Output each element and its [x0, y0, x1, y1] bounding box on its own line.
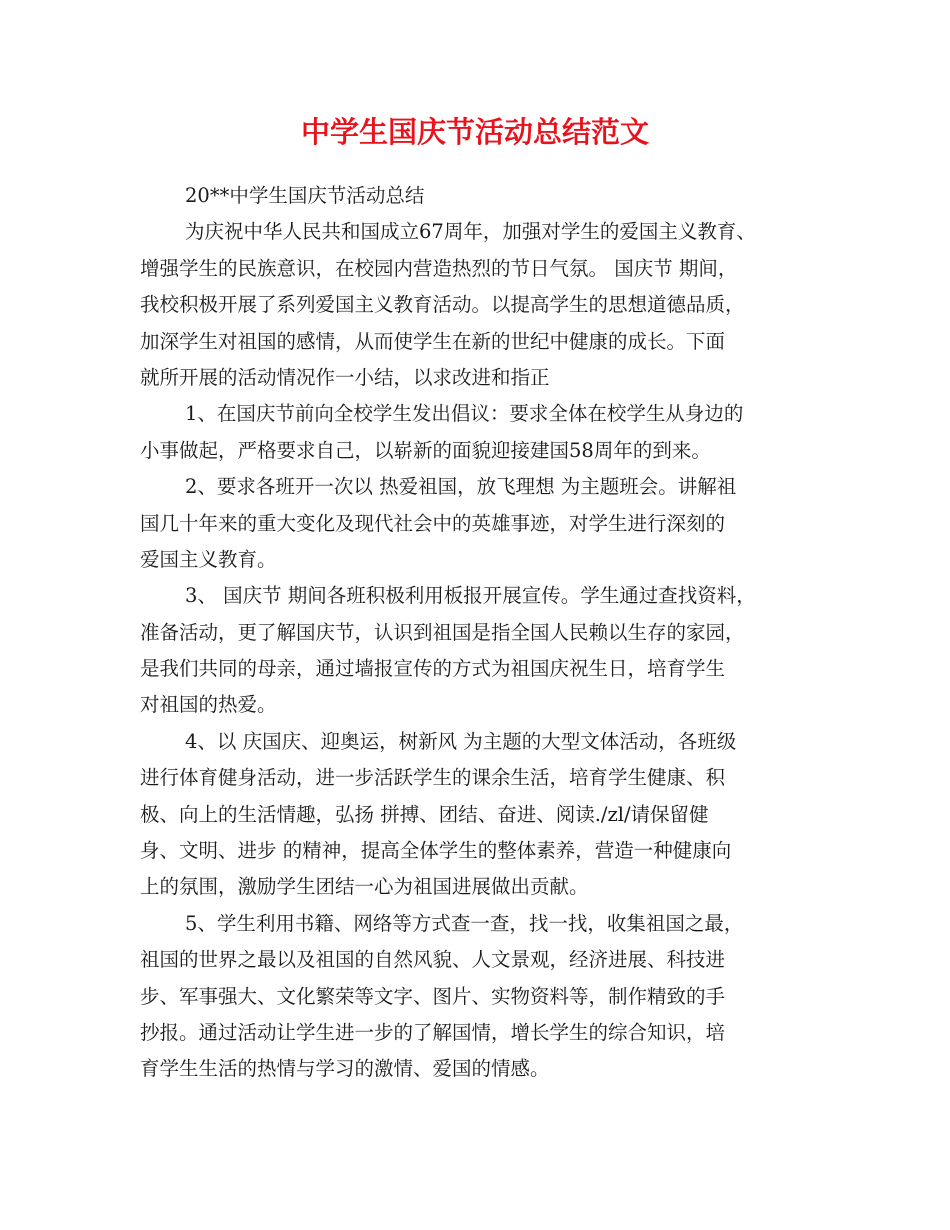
- paragraph: [140, 578, 820, 724]
- paragraph-line: 进行体育健身活动，进一步活跃学生的课余生活，培育学生健康、积: [140, 766, 726, 790]
- paragraph-line: 抄报。通过活动让学生进一步的了解国情，增长学生的综合知识，培: [140, 1020, 726, 1044]
- paragraph-line: 步、军事强大、文化繁荣等文字、图片、实物资料等，制作精致的手: [140, 984, 726, 1008]
- document-subtitle: 20**中学生国庆节活动总结: [185, 184, 425, 207]
- paragraph-line: 爱国主义教育。: [140, 547, 277, 571]
- paragraph: [140, 214, 820, 396]
- paragraph-line: 育学生生活的热情与学习的激情、爱国的情感。: [140, 1057, 550, 1081]
- paragraph-line: 5、学生利用书籍、网络等方式查一查，找一找，收集祖国之最，: [185, 911, 744, 935]
- paragraph-line: 准备活动，更了解国庆节，认识到祖国是指全国人民赖以生存的家园，: [140, 620, 745, 644]
- paragraph: [140, 906, 820, 1088]
- paragraph-line: 1、在国庆节前向全校学生发出倡议：要求全体在校学生从身边的: [185, 402, 744, 426]
- document-body: [140, 178, 820, 1088]
- paragraph-line: 为庆祝中华人民共和国成立67周年，加强对学生的爱国主义教育、: [185, 220, 756, 244]
- paragraph: [140, 396, 820, 469]
- document-title: 中学生国庆节活动总结范文: [300, 115, 649, 149]
- paragraph-line: 对祖国的热爱。: [140, 693, 277, 717]
- paragraph-line: 极、向上的生活情趣，弘扬 拼搏、团结、奋进、阅读./zl/请保留健: [140, 802, 709, 826]
- paragraph-line: 身、文明、进步 的精神，提高全体学生的整体素养，营造一种健康向: [140, 839, 732, 863]
- paragraph-line: 上的氛围，激励学生团结一心为祖国进展做出贡献。: [140, 875, 589, 899]
- paragraph-line: 4、以 庆国庆、迎奥运，树新风 为主题的大型文体活动，各班级: [185, 729, 737, 753]
- paragraph-line: 小事做起，严格要求自己，以崭新的面貌迎接建国58周年的到来。: [140, 438, 711, 462]
- paragraph: [140, 469, 820, 578]
- paragraph-line: 增强学生的民族意识，在校园内营造热烈的节日气氛。 国庆节 期间，: [140, 256, 738, 280]
- paragraph: [140, 724, 820, 906]
- paragraph-line: 我校积极开展了系列爱国主义教育活动。以提高学生的思想道德品质，: [140, 293, 745, 317]
- paragraph-line: 国几十年来的重大变化及现代社会中的英雄事迹，对学生进行深刻的: [140, 511, 726, 535]
- paragraph-line: 3、 国庆节 期间各班积极利用板报开展宣传。学生通过查找资料，: [185, 584, 756, 608]
- paragraph-line: 就所开展的活动情况作一小结，以求改进和指正: [140, 365, 550, 389]
- paragraph-line: 加深学生对祖国的感情，从而使学生在新的世纪中健康的成长。下面: [140, 329, 726, 353]
- paragraph-line: 祖国的世界之最以及祖国的自然风貌、人文景观，经济进展、科技进: [140, 948, 726, 972]
- paragraph-line: 2、要求各班开一次以 热爱祖国，放飞理想 为主题班会。讲解祖: [185, 475, 737, 499]
- paragraph-line: 是我们共同的母亲，通过墙报宣传的方式为祖国庆祝生日，培育学生: [140, 657, 726, 681]
